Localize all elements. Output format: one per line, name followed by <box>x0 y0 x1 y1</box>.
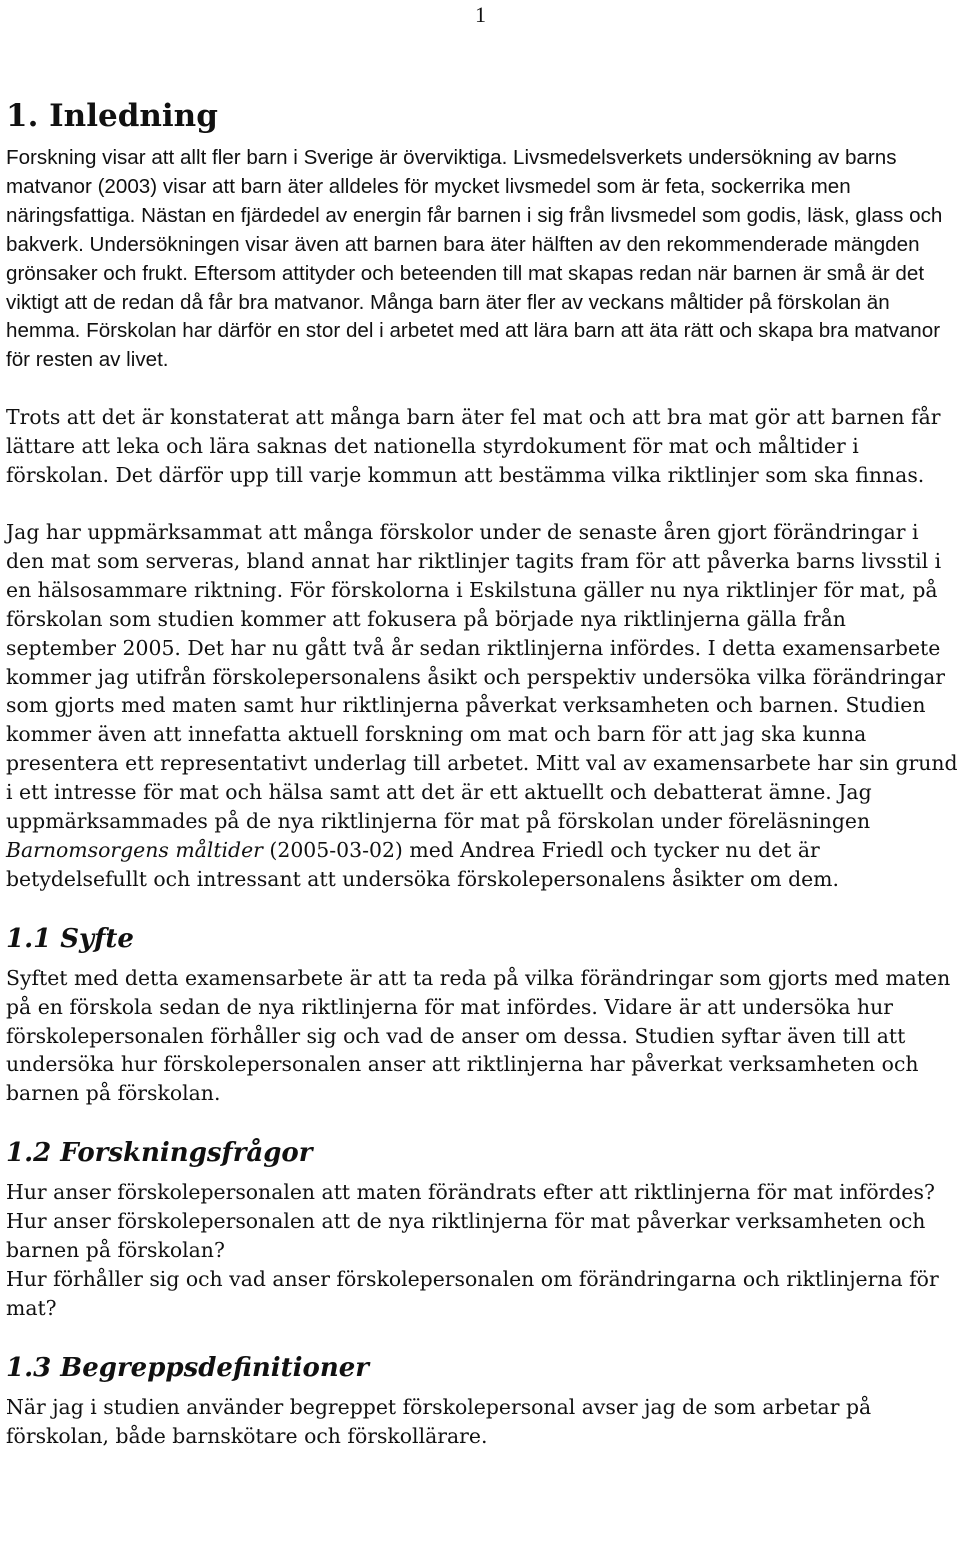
research-questions <box>6 1178 958 1323</box>
begreppsdefinitioner-paragraph: När jag i studien använder begreppet förskolepersonal avser jag de som arbetar på förskolan, både barnskötare och förskollärare. <box>6 1394 872 1448</box>
heading-forskningsfragor: 1.2 Forskningsfrågor <box>6 1138 313 1169</box>
paragraph-nationella-styrdokument: Trots att det är konstaterat att många barn äter fel mat och att bra mat gör att barnen får lättare att leka och lära saknas det nationella styrdokument för mat och måltider i förskolan. Det därför upp till varje kommun att bestämma vilka riktlinjer som ska finnas. <box>6 405 941 488</box>
syfte-paragraph: Syftet med detta examensarbete är att ta reda på vilka förändringar som gjorts med maten på en förskola sedan de nya riktlinjerna för mat infördes. Vidare är att undersöka hur förskolepersonalen förhåller sig och vad de anser om dessa. Studien syftar även till att undersöka hur förskolepersonalen anser att riktlinjerna har påverkat verksamheten och barnen på förskolan. <box>6 965 951 1106</box>
paragraph-riktlinjer-text: Jag har uppmärksammat att många förskolor under de senaste åren gjort förändringar i den mat som serveras, bland annat har riktlinjer tagits fram för att påverka barns livsstil i en hälsosammare riktning. För förskolorna i Eskilstuna gäller nu nya riktlinjer för mat, på förskolan som studien kommer att fokusera på började nya riktlinjerna gälla från september 2005. Det har nu gått två år sedan riktlinjerna infördes. I detta examensarbete kommer jag utifrån förskolepersonalens åsikt och perspektiv undersöka vilka förändringar som gjorts med maten samt hur riktlinjerna påverkat verksamheten och barnen. Studien kommer även att innefatta aktuell forskning om mat och barn för att jag ska kunna presentera ett representativt underlag till arbetet. Mitt val av examensarbete har sin grund i ett intresse för mat och hälsa samt att det är ett aktuellt och debatterat ämne. Jag uppmärksammades på de nya riktlinjerna för mat på förskolan under föreläsningen <box>6 519 958 834</box>
intro-paragraph: Forskning visar att allt fler barn i Sverige är överviktiga. Livsmedelsverkets undersökning av barns matvanor (2003) visar att barn äter alldeles för mycket livsmedel som är feta, sockerrika men näringsfattiga. Nästan en fjärdedel av energin får barnen i sig från livsmedel som godis, läsk, glass och bakverk. Undersökningen visar även att barnen bara äter hälften av den rekommenderade mängden grönsaker och frukt. Eftersom attityder och beteenden till mat skapas redan när barnen är små är det viktigt att de redan då får bra matvanor. Många barn äter fler av veckans måltider på förskolan än hemma. Förskolan har därför en stor del i arbetet med att lära barn att äta rätt och skapa bra matvanor för resten av livet. <box>6 146 943 372</box>
research-question: Hur anser förskolepersonalen att maten förändrats efter att riktlinjerna för mat infördes? <box>6 1180 935 1205</box>
document-body <box>6 96 958 1479</box>
page-number: 1 <box>475 2 486 27</box>
paragraph-riktlinjer-tail: (2005-03-02) med Andrea Friedl och tycker nu det är betydelsefullt och intressant att undersöka förskolepersonalens åsikter om dem. <box>6 837 839 891</box>
lecture-title: Barnomsorgens måltider <box>6 837 263 862</box>
research-question: Hur anser förskolepersonalen att de nya riktlinjerna för mat påverkar verksamheten och barnen på förskolan? <box>6 1209 926 1263</box>
heading-syfte: 1.1 Syfte <box>6 923 134 954</box>
heading-inledning: 1. Inledning <box>6 98 218 134</box>
heading-begreppsdefinitioner: 1.3 Begreppsdefinitioner <box>6 1352 369 1383</box>
paragraph-riktlinjer <box>6 518 958 894</box>
research-question: Hur förhåller sig och vad anser förskolepersonalen om förändringarna och riktlinjerna för mat? <box>6 1267 939 1320</box>
